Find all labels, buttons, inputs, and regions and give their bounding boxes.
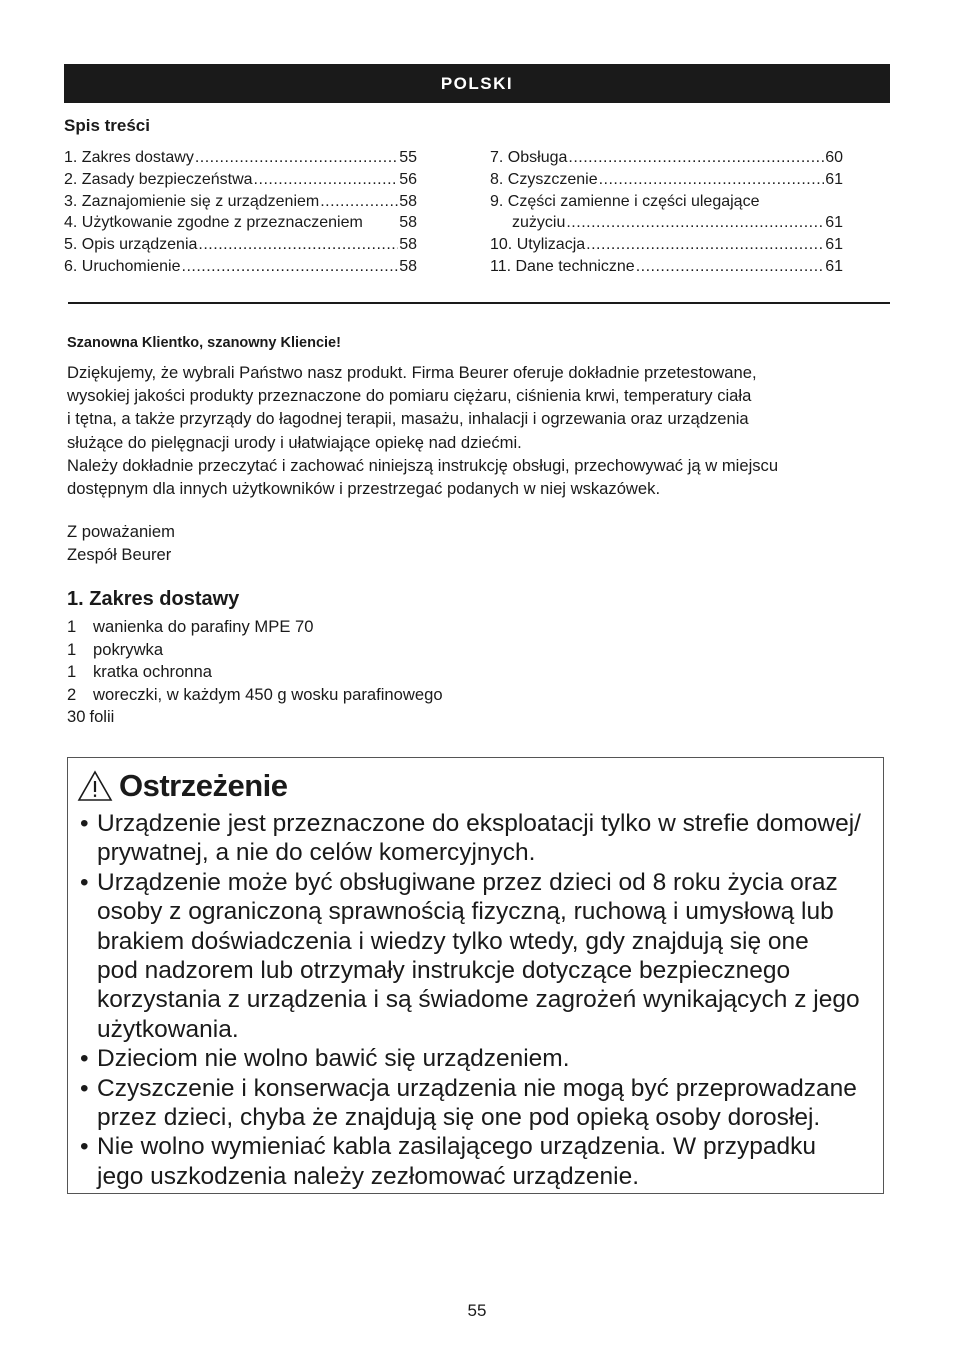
- toc-entry[interactable]: 4. Użytkowanie zgodne z przeznaczeniem 58: [64, 214, 417, 232]
- toc-entry[interactable]: 2. Zasady bezpieczeństwa ..... 56: [64, 169, 417, 191]
- toc-entry[interactable]: 10. Utylizacja ..... 61: [490, 234, 843, 256]
- bullet-icon: •: [80, 1133, 89, 1161]
- intro-line: wysokiej jakości produkty przeznaczone do pomiaru ciężaru, ciśnienia krwi, temperatury ciała: [67, 386, 752, 406]
- bullet-icon: •: [80, 868, 89, 896]
- list-item: 2 woreczki, w każdym 450 g wosku parafinowego: [67, 684, 443, 704]
- intro-paragraph: [67, 361, 897, 500]
- delivery-list: [67, 616, 443, 729]
- delivery-section-title: 1. Zakres dostawy: [67, 588, 240, 610]
- list-item: • Dzieciom nie wolno bawić się urządzeniem.: [80, 1045, 570, 1073]
- list-item: • Urządzenie jest przeznaczone do eksploatacji tylko w strefie domowej/ prywatnej, a nie do celów komercyjnych.: [80, 810, 861, 867]
- language-label: POLSKI: [440, 73, 514, 93]
- warning-triangle-icon: [77, 770, 113, 802]
- toc-entry[interactable]: 8. Czyszczenie ..... 61: [490, 169, 843, 191]
- list-item: 1 kratka ochronna: [67, 662, 212, 682]
- intro-line: służące do pielęgnacji urody i ułatwiające opiekę nad dziećmi.: [67, 432, 522, 452]
- list-item: • Urządzenie może być obsługiwane przez dzieci od 8 roku życia oraz osoby z ograniczoną sprawnością fizyczną, ruchową i umysłową lub brakiem doświadczenia i wiedzy tylko wtedy, gdy znajdują się one pod nadzorem lub otrzymały instrukcje dotyczące bezpiecznego korzystania z urządzenia i są świadome zagrożeń wynikających z jego użytkowania.: [80, 868, 860, 1043]
- toc-right-column: [490, 147, 843, 278]
- intro-line: i tętna, a także przyrządy do łagodnej terapii, masażu, inhalacji i ogrzewania oraz urządzenia: [67, 409, 749, 429]
- signoff-line: Z poważaniem: [67, 522, 175, 541]
- bullet-icon: •: [80, 1074, 89, 1102]
- bullet-icon: •: [80, 1045, 89, 1073]
- warning-header: [77, 768, 288, 804]
- section-divider: [68, 302, 890, 304]
- list-item: • Czyszczenie i konserwacja urządzenia nie mogą być przeprowadzane przez dzieci, chyba że znajdują się one pod opieką osoby dorosłej.: [80, 1074, 857, 1132]
- list-item: 30 folii: [67, 707, 115, 727]
- warning-box: [67, 757, 884, 1194]
- signoff: [67, 520, 175, 566]
- toc-left-column: [64, 147, 417, 278]
- warning-list: [80, 809, 880, 1191]
- page-number: 55: [467, 1301, 487, 1320]
- toc-entry[interactable]: 3. Zaznajomienie się z urządzeniem ..... 58: [64, 191, 417, 213]
- toc-entry-continuation[interactable]: zużyciu ..... 61: [490, 212, 843, 234]
- language-header: [64, 64, 890, 103]
- list-item: 1 pokrywka: [67, 639, 164, 659]
- toc-entry[interactable]: 11. Dane techniczne ..... 61: [490, 256, 843, 278]
- warning-title: Ostrzeżenie: [119, 768, 288, 803]
- intro-line: Dziękujemy, że wybrali Państwo nasz produkt. Firma Beurer oferuje dokładnie przetestowane,: [67, 363, 757, 382]
- toc-entry[interactable]: 5. Opis urządzenia ..... 58: [64, 234, 417, 256]
- toc-entry[interactable]: 6. Uruchomienie ..... 58: [64, 256, 417, 278]
- bullet-icon: •: [80, 810, 89, 837]
- toc-entry[interactable]: 9. Części zamienne i części ulegające: [490, 192, 760, 210]
- greeting: Szanowna Klientko, szanowny Kliencie!: [67, 335, 341, 351]
- intro-line: dostępnym dla innych użytkowników i przestrzegać podanych w niej wskazówek.: [67, 479, 661, 499]
- intro-line: Należy dokładnie przeczytać i zachować niniejszą instrukcję obsługi, przechowywać ją w miejscu: [67, 455, 779, 475]
- toc-title: Spis treści: [64, 116, 150, 135]
- list-item: • Nie wolno wymieniać kabla zasilającego urządzenia. W przypadku jego uszkodzenia należy zezłomować urządzenie.: [80, 1133, 817, 1190]
- list-item: 1 wanienka do parafiny MPE 70: [67, 617, 314, 636]
- signoff-line: Zespół Beurer: [67, 545, 172, 564]
- toc-entry[interactable]: 1. Zakres dostawy ..... 55: [64, 147, 417, 169]
- toc-entry[interactable]: 7. Obsługa ..... 60: [490, 147, 843, 169]
